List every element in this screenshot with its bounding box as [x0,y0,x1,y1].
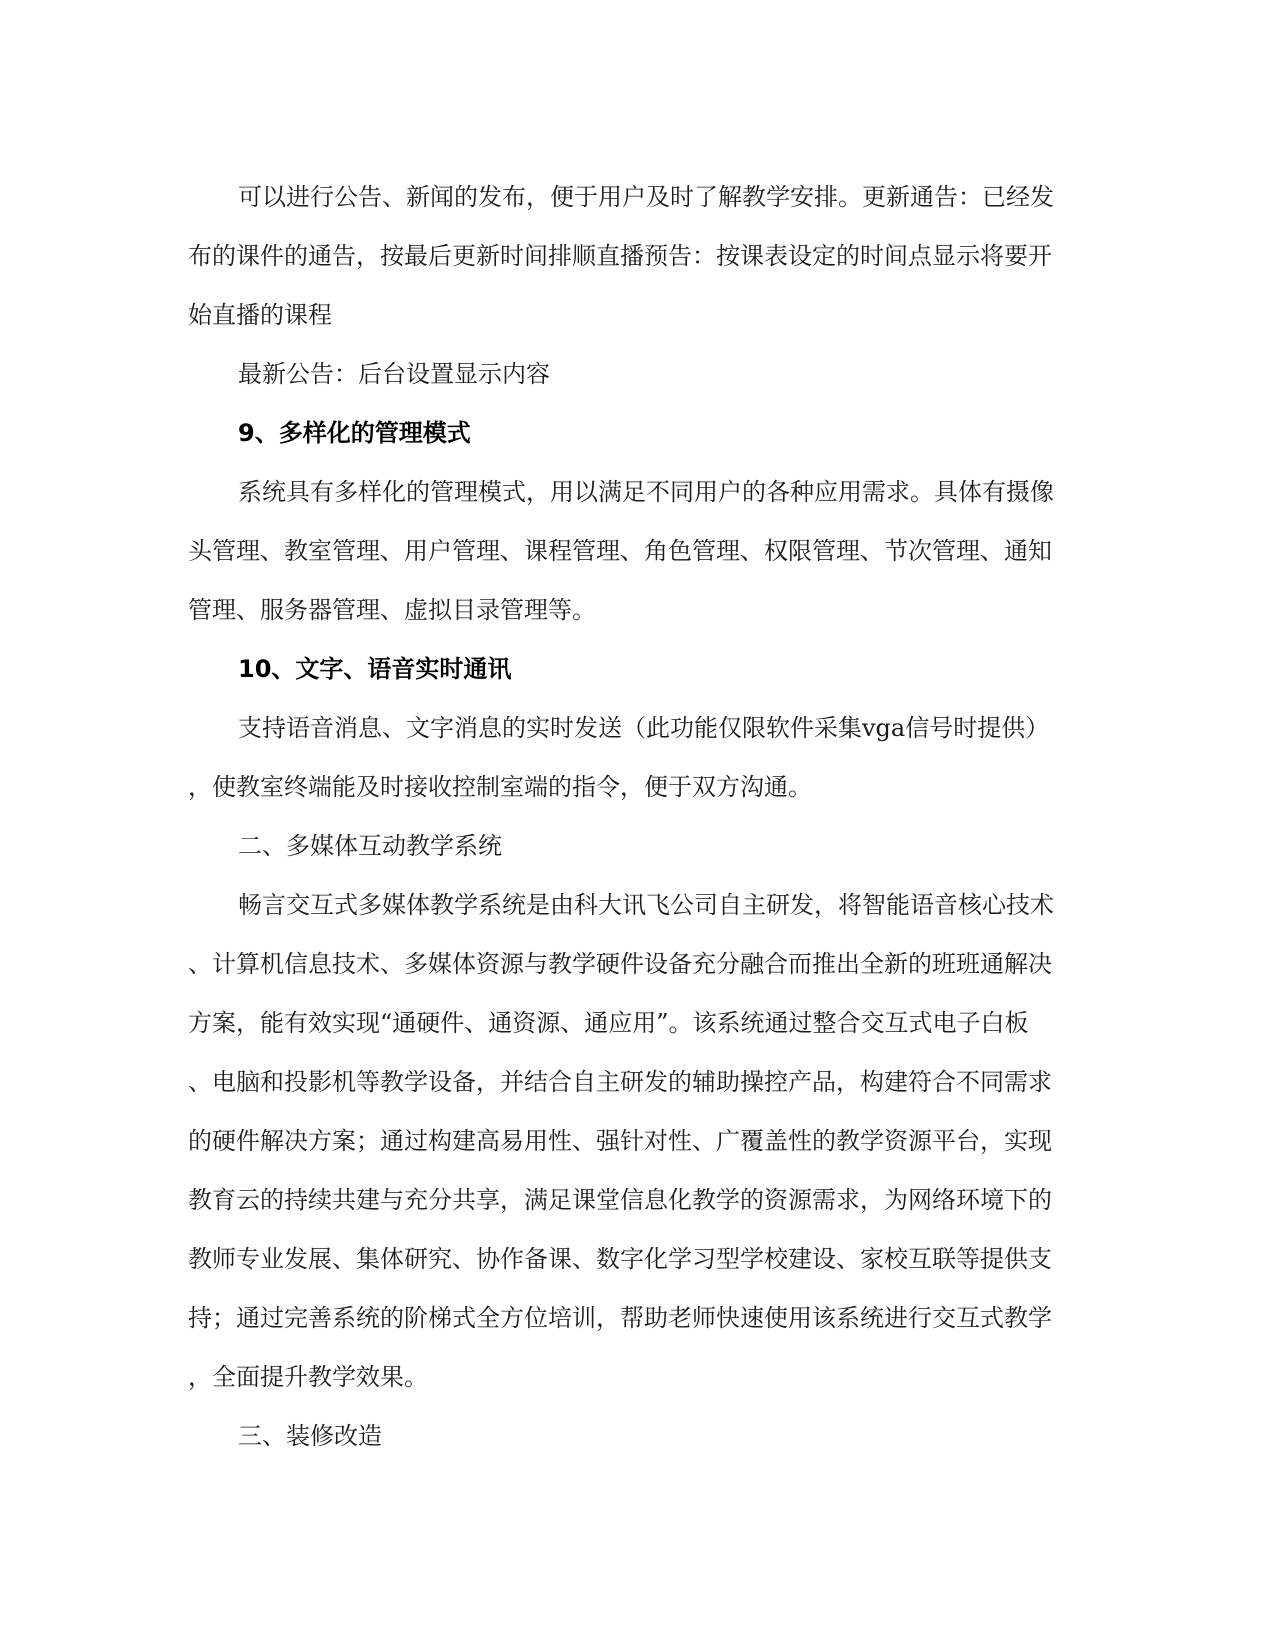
text-line: 畅言交互式多媒体教学系统是由科大讯飞公司自主研发，将智能语音核心技术 [238,891,1054,919]
text-line: 系统具有多样化的管理模式，用以满足不同用户的各种应用需求。具体有摄像 [238,478,1054,506]
text-line: 头管理、教室管理、用户管理、课程管理、角色管理、权限管理、节次管理、通知 [188,537,1052,565]
text-line: 始直播的课程 [188,301,332,329]
text-line: 、电脑和投影机等教学设备，并结合自主研发的辅助操控产品，构建符合不同需求 [188,1068,1052,1096]
document-page [188,168,1088,1466]
text-line: 方案，能有效实现“通硬件、通资源、通应用”。该系统通过整合交互式电子白板 [188,1009,1029,1037]
paragraph-messaging [188,699,1088,817]
paragraph-multimedia-system [188,876,1088,1407]
text-line: ，使教室终端能及时接收控制室端的指令，便于双方沟通。 [188,773,812,801]
section-heading-renovation: 三、装修改造 [238,1422,382,1450]
paragraph-management [188,463,1088,640]
paragraph-announcements [188,168,1088,345]
text-line: 教师专业发展、集体研究、协作备课、数字化学习型学校建设、家校互联等提供支 [188,1245,1052,1273]
section-heading-multimedia: 二、多媒体互动教学系统 [238,832,502,860]
heading-management-modes: 9、多样化的管理模式 [238,419,471,447]
paragraph-latest-notice: 最新公告：后台设置显示内容 [238,360,550,388]
text-line: 教育云的持续共建与充分共享，满足课堂信息化教学的资源需求，为网络环境下的 [188,1186,1052,1214]
heading-realtime-messaging: 10、文字、语音实时通讯 [238,655,512,683]
text-line: 支持语音消息、文字消息的实时发送（此功能仅限软件采集vga信号时提供） [238,714,1050,742]
text-line: 持；通过完善系统的阶梯式全方位培训，帮助老师快速使用该系统进行交互式教学 [188,1304,1052,1332]
text-line: 管理、服务器管理、虚拟目录管理等。 [188,596,596,624]
text-line: 可以进行公告、新闻的发布，便于用户及时了解教学安排。更新通告：已经发 [238,183,1054,211]
text-line: 、计算机信息技术、多媒体资源与教学硬件设备充分融合而推出全新的班班通解决 [188,950,1052,978]
text-line: 布的课件的通告，按最后更新时间排顺直播预告：按课表设定的时间点显示将要开 [188,242,1052,270]
text-line: 的硬件解决方案；通过构建高易用性、强针对性、广覆盖性的教学资源平台，实现 [188,1127,1052,1155]
text-line: ，全面提升教学效果。 [188,1363,428,1391]
